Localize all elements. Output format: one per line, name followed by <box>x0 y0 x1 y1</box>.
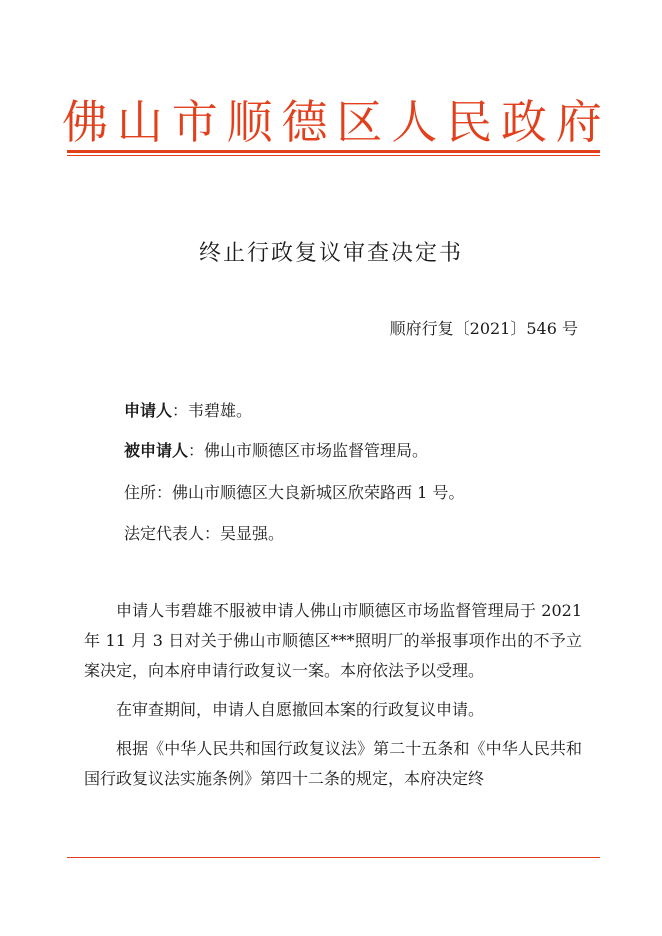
decision-body <box>84 596 582 803</box>
header-char: 府 <box>555 95 602 149</box>
header-char: 顺 <box>226 95 273 149</box>
body-paragraph-3: 根据《中华人民共和国行政复议法》第二十五条和《中华人民共和国行政复议法实施条例》第四十二条的规定，本府决定终 <box>84 739 582 788</box>
header-char: 山 <box>116 95 163 149</box>
body-paragraph-1: 申请人韦碧雄不服被申请人佛山市顺德区市场监督管理局于 2021 年 11 月 3 日对关于佛山市顺德区***照明厂的举报事项作出的不予立案决定，向本府申请行政复议一案。本府依法予以受理。 <box>84 601 582 680</box>
header-divider-thin <box>67 155 600 156</box>
applicant-line <box>124 398 252 421</box>
header-char: 人 <box>391 95 438 149</box>
header-char: 民 <box>446 95 493 149</box>
document-number: 顺府行复〔2021〕546 号 <box>389 319 578 338</box>
footer-divider <box>67 857 600 858</box>
respondent-label: 被申请人 <box>124 441 189 460</box>
header-char: 德 <box>281 95 328 149</box>
respondent-address: 住所：佛山市顺德区大良新城区欣荣路西 1 号。 <box>124 483 465 502</box>
applicant-label: 申请人 <box>124 401 173 420</box>
applicant-value: ：韦碧雄。 <box>172 401 253 420</box>
respondent-line <box>124 438 428 461</box>
body-paragraph-2: 在审查期间，申请人自愿撤回本案的行政复议申请。 <box>116 700 485 719</box>
header-char: 政 <box>501 95 547 149</box>
respondent-value: ：佛山市顺德区市场监督管理局。 <box>188 441 429 460</box>
legal-representative: 法定代表人：吴显强。 <box>124 524 285 543</box>
header-char: 区 <box>336 95 383 149</box>
header-char: 佛 <box>62 95 108 149</box>
header-divider-thick <box>67 150 600 153</box>
document-title: 终止行政复议审查决定书 <box>198 241 463 266</box>
issuing-authority-header <box>62 92 602 152</box>
header-char: 市 <box>171 95 218 149</box>
